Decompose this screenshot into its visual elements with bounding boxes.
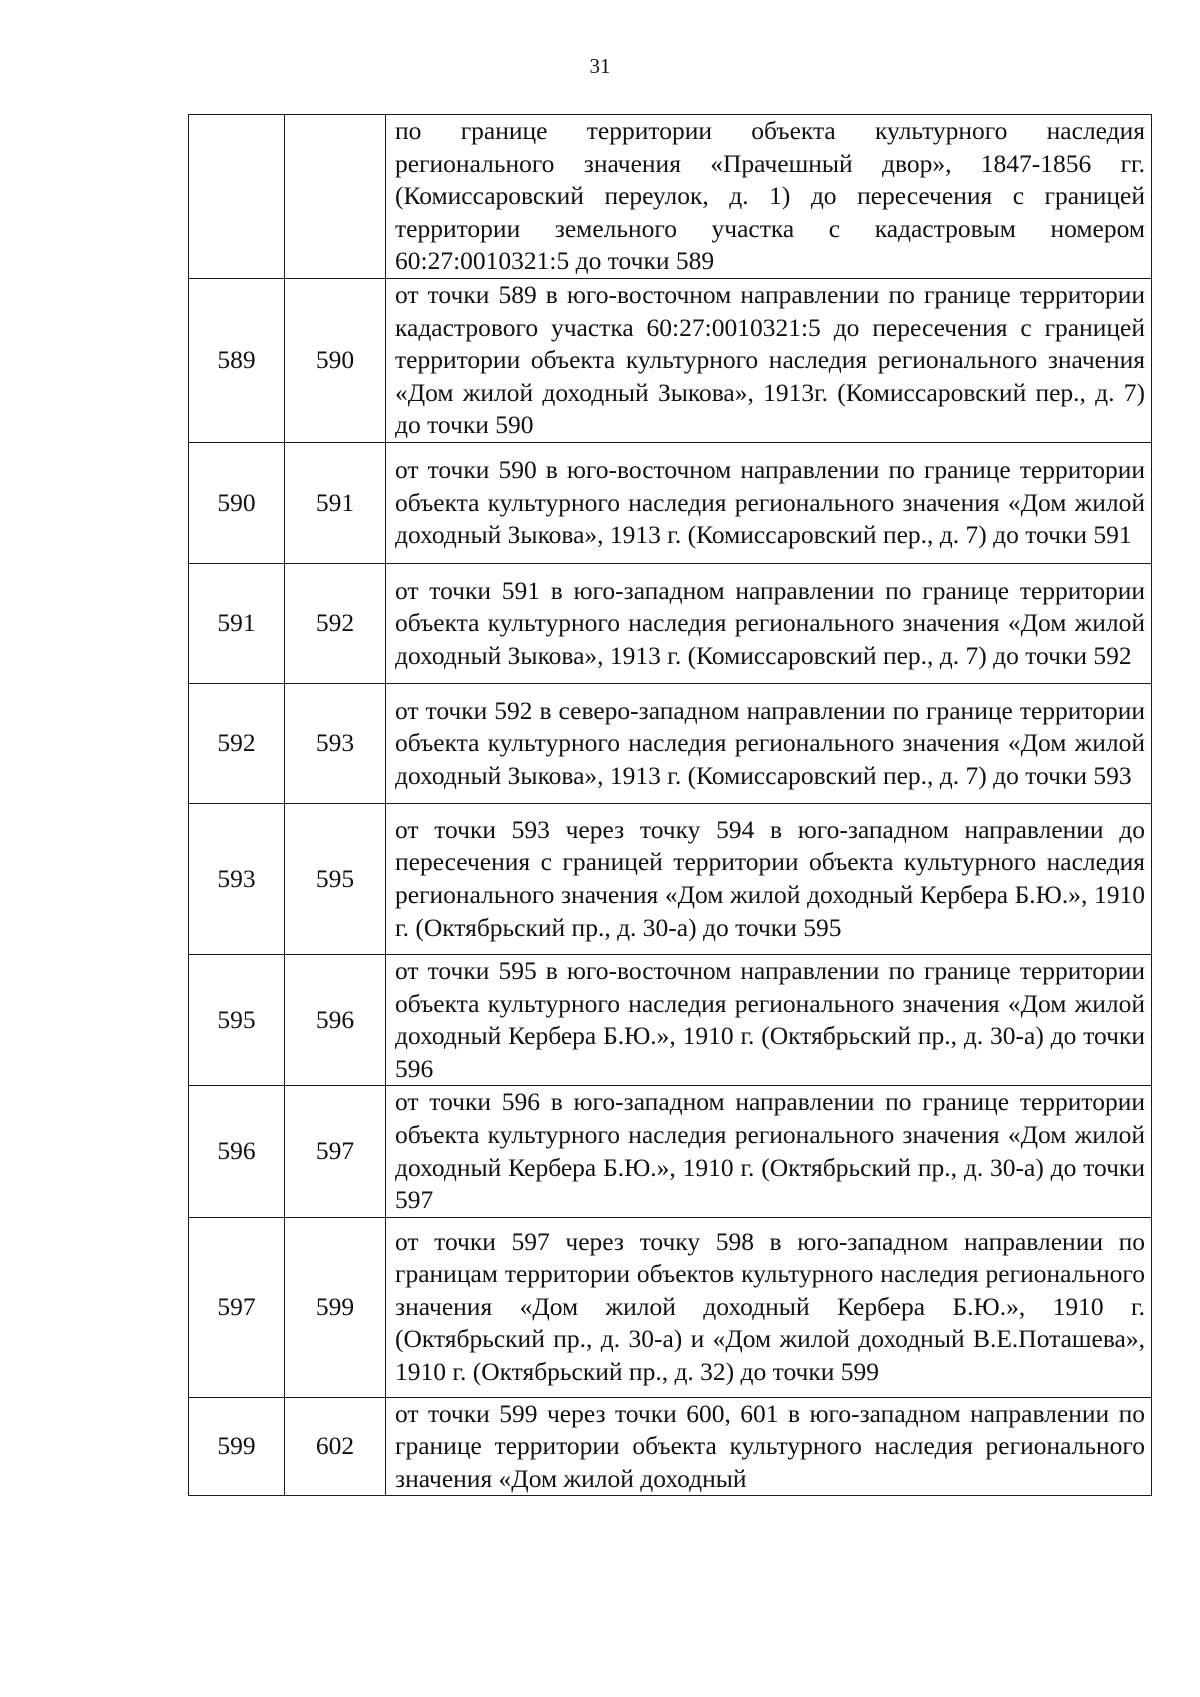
cell-point-to: 596 (285, 954, 386, 1085)
cell-point-from: 589 (189, 278, 285, 442)
cell-point-from: 596 (189, 1086, 285, 1217)
table-row (189, 115, 1152, 279)
boundary-points-table (188, 114, 1152, 1496)
table-row (189, 1217, 1152, 1397)
cell-point-to: 592 (285, 563, 386, 683)
cell-point-from: 591 (189, 563, 285, 683)
cell-point-to: 590 (285, 278, 386, 442)
cell-point-to (285, 115, 386, 279)
cell-boundary-description: от точки 592 в северо-западном направлении по границе территории объекта культурного наследия регионального значения «Дом жилой доходный Зыкова», 1913 г. (Комиссаровский пер., д. 7) до точки 593 (386, 683, 1152, 803)
cell-point-to: 591 (285, 442, 386, 563)
cell-point-to: 599 (285, 1217, 386, 1397)
table-row (189, 1086, 1152, 1217)
cell-point-from: 597 (189, 1217, 285, 1397)
cell-boundary-description: от точки 591 в юго-западном направлении по границе территории объекта культурного наследия регионального значения «Дом жилой доходный Зыкова», 1913 г. (Комиссаровский пер., д. 7) до точки 592 (386, 563, 1152, 683)
cell-point-from: 592 (189, 683, 285, 803)
cell-point-from: 599 (189, 1397, 285, 1496)
cell-point-from: 595 (189, 954, 285, 1085)
cell-boundary-description: от точки 589 в юго-восточном направлении по границе территории кадастрового участка 60:27:0010321:5 до пересечения с границей территории объекта культурного наследия регионального значения «Дом жилой доходный Зыкова», 1913г. (Комиссаровский пер., д. 7) до точки 590 (386, 278, 1152, 442)
table-row (189, 683, 1152, 803)
table-row (189, 1397, 1152, 1496)
cell-boundary-description: от точки 590 в юго-восточном направлении по границе территории объекта культурного наследия регионального значения «Дом жилой доходный Зыкова», 1913 г. (Комиссаровский пер., д. 7) до точки 591 (386, 442, 1152, 563)
cell-boundary-description: от точки 596 в юго-западном направлении по границе территории объекта культурного наследия регионального значения «Дом жилой доходный Кербера Б.Ю.», 1910 г. (Октябрьский пр., д. 30-а) до точки 597 (386, 1086, 1152, 1217)
cell-boundary-description: от точки 599 через точки 600, 601 в юго-западном направлении по границе территории объекта культурного наследия регионального значения «Дом жилой доходный (386, 1397, 1152, 1496)
cell-point-to: 602 (285, 1397, 386, 1496)
cell-point-from: 590 (189, 442, 285, 563)
table-row (189, 278, 1152, 442)
cell-boundary-description: от точки 593 через точку 594 в юго-западном направлении до пересечения с границей территории объекта культурного наследия регионального значения «Дом жилой доходный Кербера Б.Ю.», 1910 г. (Октябрьский пр., д. 30-а) до точки 595 (386, 803, 1152, 954)
cell-point-from (189, 115, 285, 279)
table-row (189, 563, 1152, 683)
cell-boundary-description: от точки 595 в юго-восточном направлении по границе территории объекта культурного наследия регионального значения «Дом жилой доходный Кербера Б.Ю.», 1910 г. (Октябрьский пр., д. 30-а) до точки 596 (386, 954, 1152, 1085)
cell-point-from: 593 (189, 803, 285, 954)
table-row (189, 954, 1152, 1085)
cell-boundary-description: от точки 597 через точку 598 в юго-западном направлении по границам территории объектов культурного наследия регионального значения «Дом жилой доходный Кербера Б.Ю.», 1910 г. (Октябрьский пр., д. 30-а) и «Дом жилой доходный В.Е.Поташева», 1910 г. (Октябрьский пр., д. 32) до точки 599 (386, 1217, 1152, 1397)
cell-point-to: 597 (285, 1086, 386, 1217)
table-row (189, 803, 1152, 954)
page-number: 31 (589, 54, 611, 78)
table-row (189, 442, 1152, 563)
cell-point-to: 595 (285, 803, 386, 954)
cell-boundary-description: по границе территории объекта культурного наследия регионального значения «Прачешный двор», 1847-1856 гг. (Комиссаровский переулок, д. 1) до пересечения с границей территории земельного участка с кадастровым номером 60:27:0010321:5 до точки 589 (386, 115, 1152, 279)
cell-point-to: 593 (285, 683, 386, 803)
